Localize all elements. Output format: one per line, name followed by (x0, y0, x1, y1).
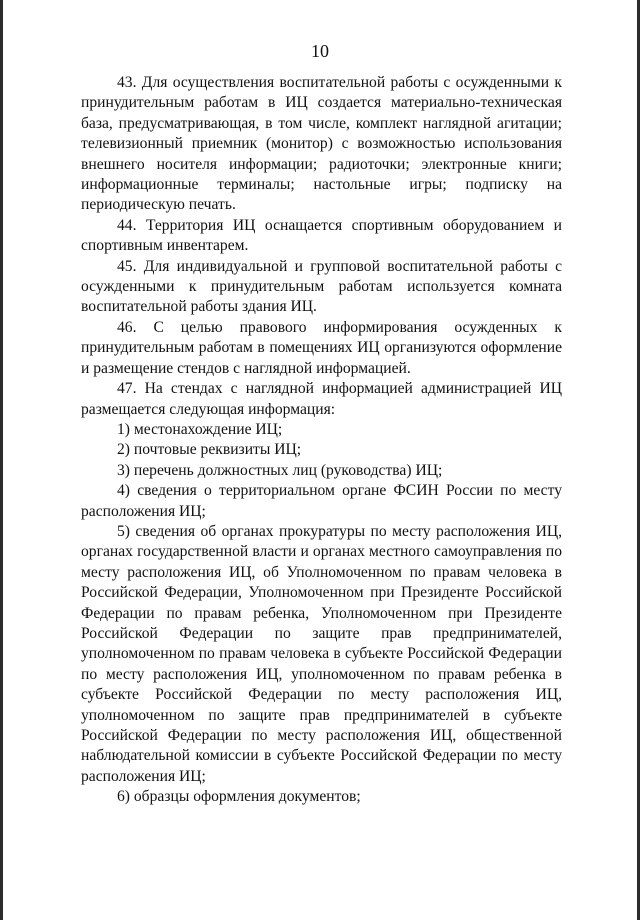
scan-edge-left (0, 0, 3, 920)
paragraph-44: 44. Территория ИЦ оснащается спортивным оборудованием и спортивным инвентарем. (81, 216, 562, 255)
paragraph-43: 43. Для осуществления воспитательной работы с осужденными к принудительным работам в ИЦ создается материально-техническая база, предусматривающая, в том числе, комплект наглядной агитации; телевизионный приемник (монитор) с возможностью использования внешнего носителя информации; радиоточки; электронные книги; информационные терминалы; настольные игры; подписку на периодическую печать. (81, 74, 562, 214)
paragraph-46: 46. С целью правового информирования осужденных к принудительным работам в помещениях ИЦ организуются оформление и размещение стендов с наглядной информацией. (81, 318, 562, 377)
list-item-1: 1) местонахождение ИЦ; (117, 420, 283, 438)
paragraph-47: 47. На стендах с наглядной информацией администрацией ИЦ размещается следующая информация: (81, 380, 562, 418)
list-item-3: 3) перечень должностных лиц (руководства) ИЦ; (117, 461, 443, 479)
list-item-6: 6) образцы оформления документов; (117, 788, 361, 806)
list-item-2: 2) почтовые реквизиты ИЦ; (117, 441, 302, 459)
list-item-5: 5) сведения об органах прокуратуры по месту расположения ИЦ, органах государственной власти и органах местного самоуправления по месту расположения ИЦ, об Уполномоченном по правам человека в Российской Федерации, Уполномоченном при Президенте Российской Федерации по правам ребенка, Уполномоченном при Президенте Российской Федерации по защите прав предпринимателей, уполномоченном по правам человека в субъекте Российской Федерации по месту расположения ИЦ, уполномоченном по правам ребенка в субъекте Российской Федерации по месту расположения ИЦ, уполномоченном по защите прав предпринимателей в субъекте Российской Федерации по месту расположения ИЦ, общественной наблюдательной комиссии в субъекте Российской Федерации по месту расположения ИЦ; (81, 522, 562, 785)
page-number: 10 (311, 41, 329, 61)
paragraph-45: 45. Для индивидуальной и групповой воспитательной работы с осужденными к принудительным работам используется комната воспитательной работы здания ИЦ. (81, 257, 562, 316)
document-body (81, 73, 562, 808)
list-item-4: 4) сведения о территориальном органе ФСИН России по месту расположения ИЦ; (81, 482, 562, 520)
